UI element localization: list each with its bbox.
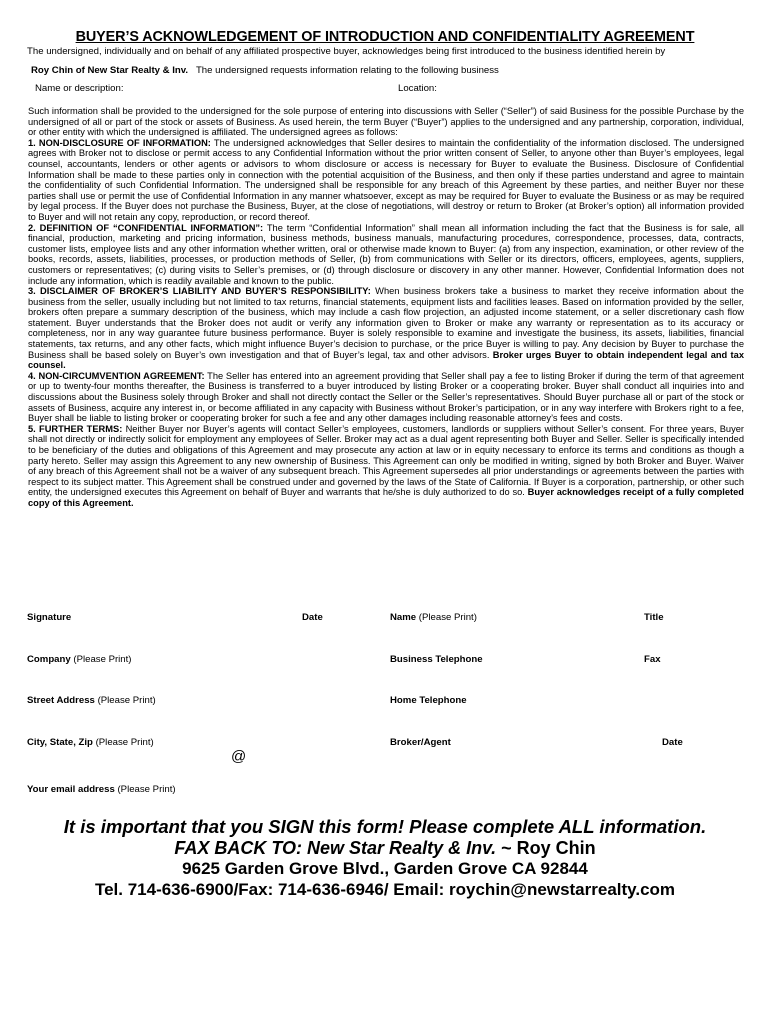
section-1-heading: 1. NON-DISCLOSURE OF INFORMATION: bbox=[28, 137, 211, 148]
email-at-symbol: @ bbox=[231, 748, 247, 765]
section-2 bbox=[28, 223, 744, 287]
broker-line bbox=[31, 65, 499, 76]
business-location-label: Location: bbox=[398, 83, 437, 94]
company-field-label: Company (Please Print) bbox=[27, 654, 132, 665]
agreement-body bbox=[28, 106, 744, 509]
broker-name: Roy Chin of New Star Realty & Inv. bbox=[31, 65, 189, 76]
section-3-heading: 3. DISCLAIMER OF BROKER’S LIABILITY AND BUYER’S RESPONSIBILITY: bbox=[28, 286, 371, 297]
section-5 bbox=[28, 424, 744, 509]
name-field-label: Name (Please Print) bbox=[390, 612, 477, 623]
date-field-label: Date bbox=[302, 612, 323, 623]
section-4 bbox=[28, 371, 744, 424]
signature-field-label: Signature bbox=[27, 612, 72, 623]
fax-field-label: Fax bbox=[644, 654, 661, 665]
section-5-heading: 5. FURTHER TERMS: bbox=[28, 423, 123, 434]
office-address: 9625 Garden Grove Blvd., Garden Grove CA 92844 bbox=[182, 859, 588, 878]
section-1 bbox=[28, 138, 744, 223]
section-4-text: The Seller has entered into an agreement providing that Seller shall pay a fee to listing Broker if during the term of that agreement or up to twenty-four months thereafter, the Business is transferred to a buyer introduced by listing Broker or a cooperating broker. Buyer shall conduct all inquiries into and discussions about the Business solely through Broker and shall not directly contact the Seller or the Seller’s representatives. Should Buyer purchase all or part of the stock or assets of Business, acquire any interest in, or become affiliated in any capacity with Business without Broker’s participation, or in any way interfere with Brokers right to a fee, Buyer shall be liable to listing broker or cooperating broker for such a fee and any other damages including reasonable attorney’s fees and costs. bbox=[28, 370, 744, 424]
fax-back-line bbox=[0, 838, 770, 859]
fax-back-company: FAX BACK TO: New Star Realty & Inv. bbox=[174, 838, 497, 858]
date-field-label-2: Date bbox=[662, 737, 683, 748]
sign-reminder: It is important that you SIGN this form! Please complete ALL information. bbox=[63, 816, 707, 837]
section-1-text: The undersigned acknowledges that Seller desires to maintain the confidentiality of the information disclosed. The undersigned agrees with Broker not to disclose or permit access to any Confidential Information without the prior written consent of Seller, to anyone other than Buyer’s employees, legal counsel, accountants, lenders or other agents or advisors to whom disclosure or access is necessary for Buyer to evaluate the Business. Disclosure of Confidential Information shall be made to these parties only in connection with the potential acquisition of the Business, and then only if these parties understand and agree to maintain the confidentiality of such Confidential Information. The undersigned shall be responsible for any breach of this Agreement by these parties, and neither Buyer nor these parties shall use or permit the use of Confidential Information in any manner whatsoever, except as may be required for Buyer to evaluate the Business or as may be required by legal process. If the Buyer does not purchase the Business, Buyer, at the close of negotiations, will destroy or return to Broker (at Broker’s option) all information provided to Buyer and will not retain any copy, reproduction, or record thereof. bbox=[28, 137, 744, 222]
section-5-text: Neither Buyer nor Buyer’s agents will contact Seller’s employees, customers, landlords or suppliers without Seller’s consent. For three years, Buyer shall not directly or indirectly solicit for employment any employees of Seller. Broker may act as a dual agent representing both Buyer and Seller. Seller is specifically intended to be beneficiary of the duties and obligations of this Agreement and may prosecute any action at law or in equity necessary to enforce its terms and conditions as though a party hereto. Seller may assign this Agreement to any new ownership of Business. This Agreement can only be modified in writing, signed by both Broker and Buyer. Waiver of any breach of this Agreement shall not be a waiver of any subsequent breach. This Agreement supersedes all prior understandings or agreements between the parties with respect to its subject matter. This Agreement shall be construed under and governed by the laws of the State of California. If Buyer is a corporation, partnership, or other such entity, the undersigned executes this Agreement on behalf of Buyer and warrants that he/she is duly authorized to do so. bbox=[28, 423, 744, 498]
business-telephone-label: Business Telephone bbox=[390, 654, 483, 665]
broker-agent-label: Broker/Agent bbox=[390, 737, 451, 748]
section-2-heading: 2. DEFINITION OF “CONFIDENTIAL INFORMATION”: bbox=[28, 222, 264, 233]
fax-back-contact: ~ Roy Chin bbox=[496, 838, 596, 858]
intro-text: The undersigned, individually and on behalf of any affiliated prospective buyer, acknowledges being first introduced to the business identified herein by bbox=[27, 46, 666, 57]
section-2-text: The term “Confidential Information” shall mean all information including the fact that the Business is for sale, all financial, production, marketing and pricing information, business methods, business manuals, manufacturing procedures, correspondence, processes, data, contracts, customer lists, employee lists and any other information whether written, oral or otherwise made known to Buyer: (a) from any inspection, examination, or other review of the books, records, assets, liabilities, processes, or production methods of Seller, (b) from communications with Seller or its directors, officers, employees, agents, suppliers, customers or representatives; (c) during visits to Seller’s premises, or (d) through disclosure or discovery in any other manner. However, Confidential Information does not include any information, which is readily available and known to the public. bbox=[28, 222, 744, 286]
document-title: BUYER’S ACKNOWLEDGEMENT OF INTRODUCTION AND CONFIDENTIALITY AGREEMENT bbox=[75, 29, 695, 45]
title-field-label: Title bbox=[644, 612, 664, 623]
email-field-label: Your email address (Please Print) bbox=[27, 784, 176, 795]
opening-paragraph: Such information shall be provided to the undersigned for the sole purpose of entering into discussions with Seller (“Seller”) of said Business for the possible Purchase by the undersigned of all or part of the stock or assets of Business. As used herein, the term Buyer (“Buyer”) applies to the undersigned and any partnership, corporation, individual, or other entity with which the undersigned is affiliated. The undersigned agrees as follows: bbox=[28, 106, 744, 138]
section-4-heading: 4. NON-CIRCUMVENTION AGREEMENT: bbox=[28, 370, 205, 381]
section-3-text: When business brokers take a business to market they receive information about the business from the seller, usually including but not limited to tax returns, financial statements, equipment lists and facilities leases. Based on information provided by the seller, brokers often prepare a summary description of the business, which may include a cash flow projection, an adjusted income statement, or a seller discretionary cash flow statement. Buyer understands that the Broker does not audit or verify any information given to Broker or make any warranty or representation as to its accuracy or completeness, nor in any way guarantee future business performance. Buyer is solely responsible to examine and investigate the business, its assets, liabilities, financial statements, tax returns, and any other facts, which might influence Buyer’s decision to purchase, or the price Buyer is willing to pay. Any decision by Buyer to purchase the Business shall be based solely on Buyer’s own investigation and that of Buyer’s legal, tax and other advisors. bbox=[28, 286, 744, 360]
city-state-zip-label: City, State, Zip (Please Print) bbox=[27, 737, 154, 748]
contact-details: Tel. 714-636-6900/Fax: 714-636-6946/ Email: roychin@newstarrealty.com bbox=[94, 880, 676, 899]
section-3 bbox=[28, 286, 744, 371]
home-telephone-label: Home Telephone bbox=[390, 695, 467, 706]
street-address-label: Street Address (Please Print) bbox=[27, 695, 156, 706]
business-name-label: Name or description: bbox=[35, 83, 124, 94]
section-5-bold-tail: Buyer acknowledges receipt of a fully completed copy of this Agreement. bbox=[28, 487, 744, 508]
request-text: The undersigned requests information relating to the following business bbox=[195, 65, 499, 76]
section-3-bold-tail: Broker urges Buyer to obtain independent legal and tax counsel. bbox=[28, 349, 744, 371]
